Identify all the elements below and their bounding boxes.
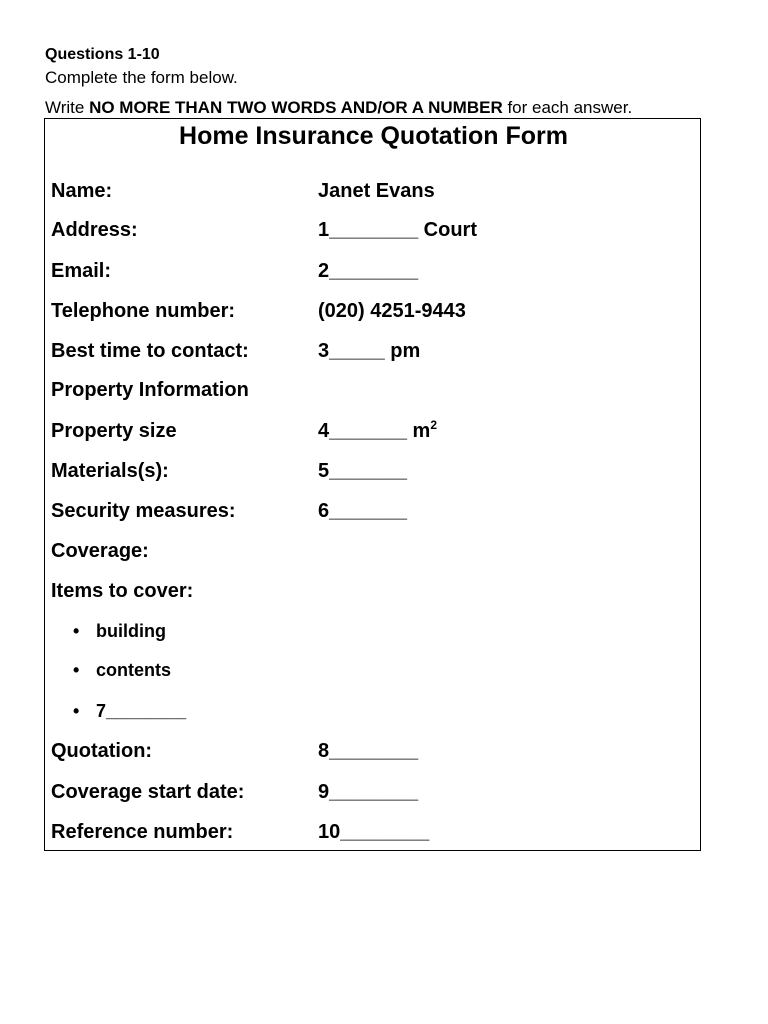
best-time-row (45, 338, 700, 364)
address-row (45, 217, 700, 243)
items-label: Items to cover: (51, 580, 194, 602)
email-blank: 2________ (318, 260, 419, 282)
item-contents: contents (96, 660, 172, 680)
security-row (45, 498, 700, 524)
quotation-label: Quotation: (51, 740, 153, 762)
materials-row (45, 458, 700, 484)
word-limit-instruction (45, 98, 632, 118)
property-size-label: Property size (51, 420, 177, 442)
start-date-label: Coverage start date: (51, 781, 245, 803)
items-row (45, 578, 700, 604)
coverage-row (45, 538, 700, 564)
reference-row (45, 819, 700, 845)
property-info-row (45, 377, 700, 403)
item-blank: 7________ (96, 701, 187, 721)
email-row (45, 258, 700, 284)
telephone-label: Telephone number: (51, 300, 236, 322)
complete-instruction: Complete the form below. (45, 68, 238, 87)
instruction-emphasis: NO MORE THAN TWO WORDS AND/OR A NUMBER (89, 98, 503, 117)
property-size-row (45, 418, 700, 444)
bullet-icon: • (73, 621, 80, 641)
security-blank: 6_______ (318, 500, 407, 522)
security-label: Security measures: (51, 500, 236, 522)
quotation-form (44, 118, 701, 851)
item-building: building (96, 621, 166, 641)
property-size-text: 4_______ m (318, 420, 431, 442)
reference-blank: 10________ (318, 821, 430, 843)
address-blank: 1________ Court (318, 219, 477, 241)
name-label: Name: (51, 180, 113, 202)
start-date-blank: 9________ (318, 781, 419, 803)
bullet-icon: • (73, 660, 80, 680)
best-time-label: Best time to contact: (51, 340, 249, 362)
property-info-heading: Property Information (51, 379, 249, 401)
start-date-row (45, 779, 700, 805)
address-label: Address: (51, 219, 138, 241)
materials-label: Materials(s): (51, 460, 169, 482)
bullet-icon: • (73, 701, 80, 721)
name-row (45, 178, 700, 204)
name-value: Janet Evans (318, 180, 435, 202)
instruction-suffix: for each answer. (502, 98, 633, 117)
coverage-label: Coverage: (51, 540, 149, 562)
reference-label: Reference number: (51, 821, 234, 843)
quotation-row (45, 738, 700, 764)
instruction-prefix: Write (45, 98, 90, 117)
square-superscript: 2 (430, 418, 438, 432)
quotation-blank: 8________ (318, 740, 419, 762)
telephone-value: (020) 4251-9443 (318, 300, 466, 322)
questions-heading: Questions 1-10 (45, 46, 160, 63)
email-label: Email: (51, 260, 112, 282)
materials-blank: 5_______ (318, 460, 407, 482)
form-title: Home Insurance Quotation Form (179, 122, 568, 150)
property-size-blank (318, 418, 437, 444)
best-time-blank: 3_____ pm (318, 340, 421, 362)
telephone-row (45, 298, 700, 324)
